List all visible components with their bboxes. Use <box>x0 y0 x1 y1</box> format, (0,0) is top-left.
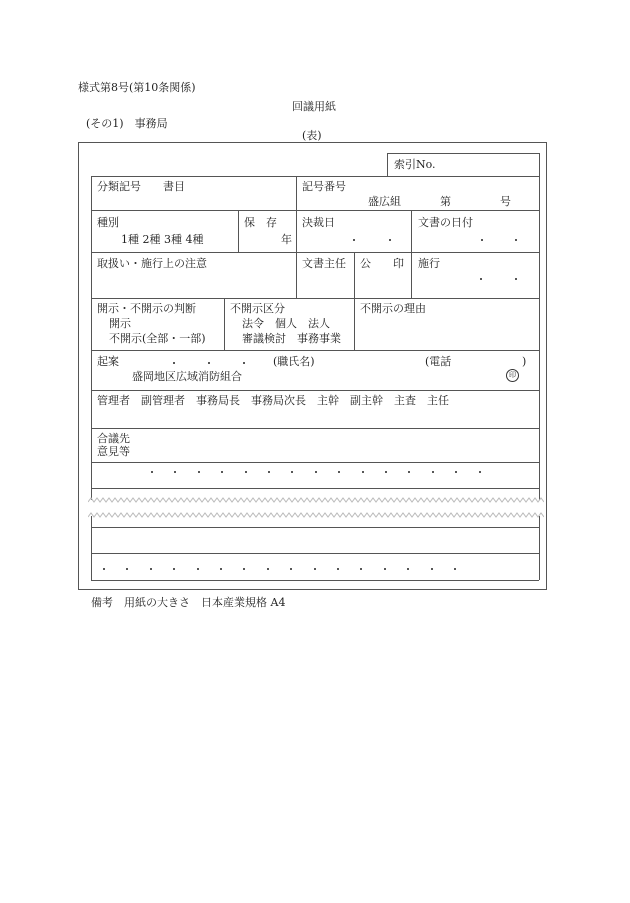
dot-mark <box>198 471 200 473</box>
document-date-label: 文書の日付 <box>418 216 473 229</box>
nondisclosure-option: 不開示(全部・一部) <box>109 332 206 345</box>
dot-mark <box>197 568 199 570</box>
date-separator-dot <box>173 362 175 364</box>
dot-mark <box>220 568 222 570</box>
dot-mark <box>479 471 481 473</box>
record-org: 盛広組 <box>368 195 401 208</box>
document-officer-label: 文書主任 <box>302 257 346 270</box>
dot-mark <box>268 471 270 473</box>
date-separator-dot <box>481 239 483 241</box>
phone-label: (電話 <box>425 355 452 368</box>
date-separator-dot <box>353 239 355 241</box>
organization-name: 盛岡地区広域消防組合 <box>132 370 242 383</box>
seal-icon: 印 <box>506 369 519 382</box>
record-dai: 第 <box>440 195 451 208</box>
dot-mark <box>245 471 247 473</box>
dot-mark <box>151 471 153 473</box>
dot-mark <box>385 471 387 473</box>
date-separator-dot <box>515 239 517 241</box>
dot-mark <box>315 471 317 473</box>
nondisclosure-category-label: 不開示区分 <box>230 302 285 315</box>
break-wave-top <box>88 497 544 503</box>
date-separator-dot <box>515 278 517 280</box>
break-wave-bottom <box>88 512 544 518</box>
category-options-2: 審議検討 事務事業 <box>242 332 341 345</box>
type-options: 1種 2種 3種 4種 <box>121 233 204 246</box>
date-separator-dot <box>389 239 391 241</box>
dot-mark <box>431 568 433 570</box>
footer-note: 備考 用紙の大きさ 日本産業規格 A4 <box>91 596 286 609</box>
date-separator-dot <box>480 278 482 280</box>
decision-date-label: 決裁日 <box>302 216 335 229</box>
dot-mark <box>454 568 456 570</box>
date-separator-dot <box>243 362 245 364</box>
retention-year: 年 <box>281 233 292 246</box>
dot-mark <box>337 568 339 570</box>
dot-mark <box>267 568 269 570</box>
category-options-1: 法令 個人 法人 <box>242 317 330 330</box>
index-no-label: 索引No. <box>394 158 436 171</box>
disclosure-option: 開示 <box>109 317 131 330</box>
retention-label: 保 存 <box>244 216 277 229</box>
dot-mark <box>384 568 386 570</box>
phone-close: ) <box>522 355 527 368</box>
dot-mark <box>432 471 434 473</box>
disclosure-judgement-label: 開示・不開示の判断 <box>97 302 196 315</box>
consultation-label: 合議先 <box>97 432 130 445</box>
nondisclosure-reason-label: 不開示の理由 <box>360 302 426 315</box>
dot-mark <box>362 471 364 473</box>
drafter-label: 起案 <box>97 355 119 368</box>
form-subtitle: (その1) 事務局 <box>86 117 168 130</box>
form-side: (表) <box>302 129 322 142</box>
dot-mark <box>103 568 105 570</box>
enforcement-label: 施行 <box>418 257 440 270</box>
title-name-label: (職氏名) <box>273 355 315 368</box>
official-seal-label: 公 印 <box>360 257 404 270</box>
approvers-list: 管理者 副管理者 事務局長 事務局次長 主幹 副主幹 主査 主任 <box>97 394 449 407</box>
opinions-label: 意見等 <box>97 445 130 458</box>
record-number-label: 記号番号 <box>302 180 346 193</box>
record-go: 号 <box>500 195 511 208</box>
classification-label: 分類記号 書目 <box>97 180 185 193</box>
type-label: 種別 <box>97 216 119 229</box>
form-title: 回議用紙 <box>292 100 336 113</box>
form-number: 様式第8号(第10条関係) <box>78 81 196 94</box>
dot-mark <box>150 568 152 570</box>
handling-notes-label: 取扱い・施行上の注意 <box>97 257 207 270</box>
date-separator-dot <box>208 362 210 364</box>
dot-mark <box>314 568 316 570</box>
